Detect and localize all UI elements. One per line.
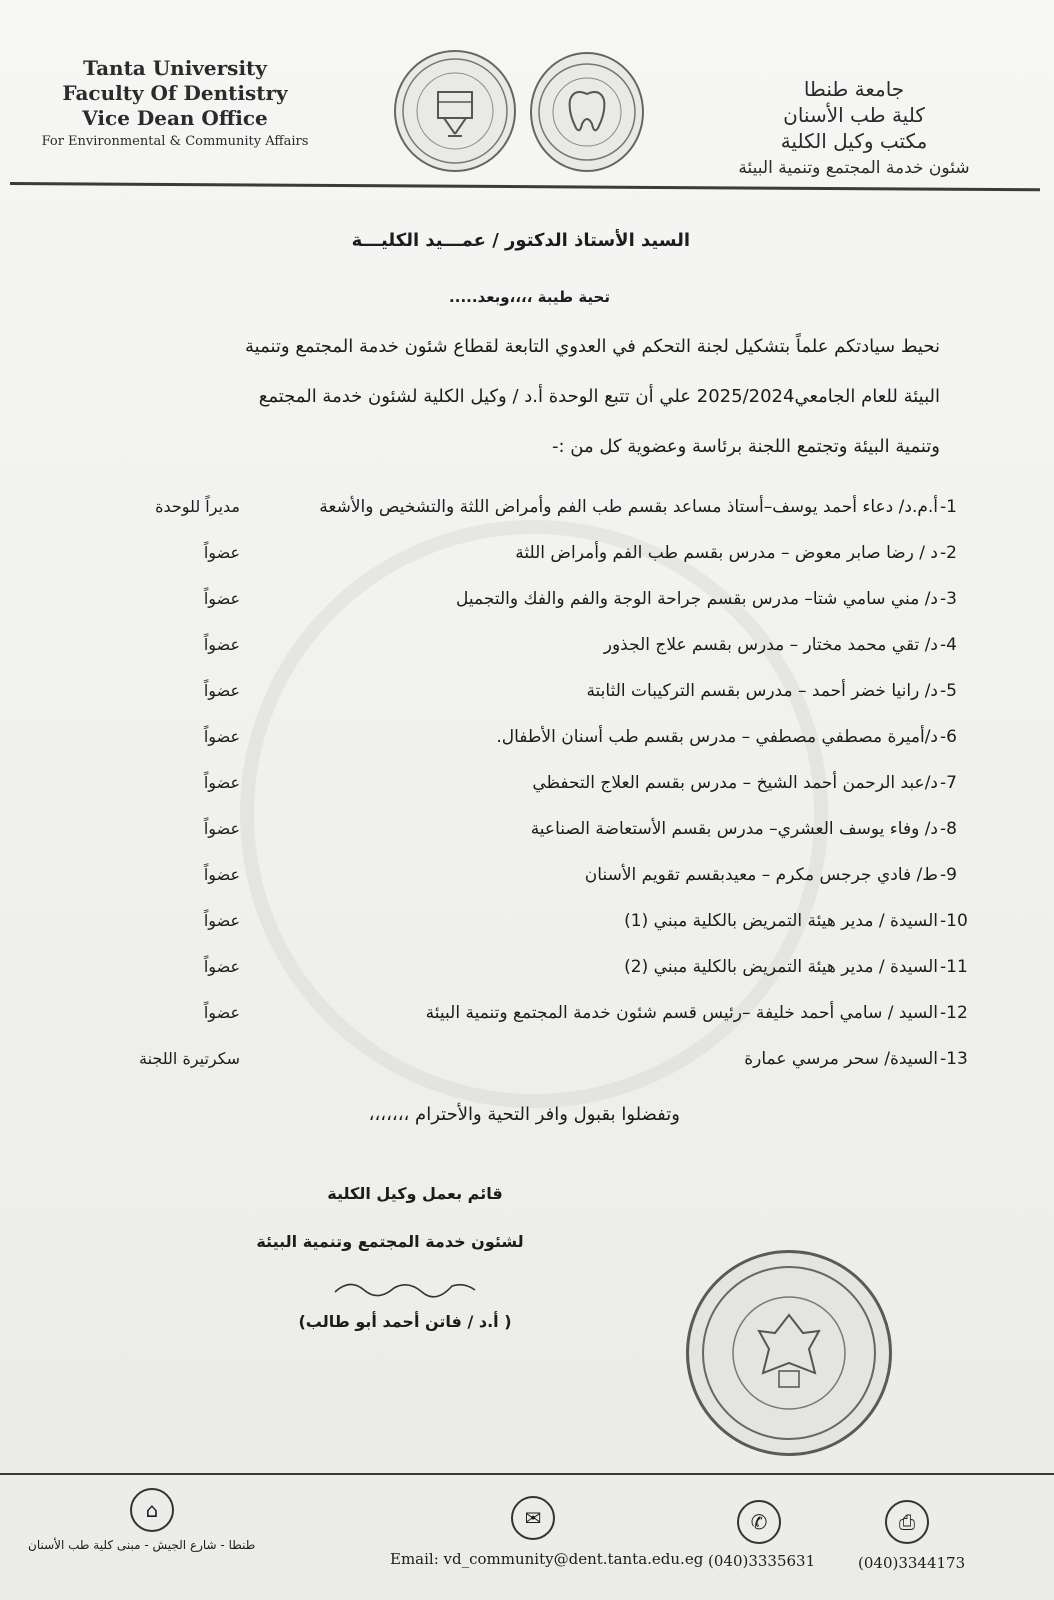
member-role: سكرتيرة اللجنة xyxy=(139,1049,240,1068)
footer-email: Email: vd_community@dent.tanta.edu.eg xyxy=(390,1550,704,1568)
office-name-ar: مكتب وكيل الكلية xyxy=(780,129,928,153)
member-role: عضواً xyxy=(203,911,240,930)
office-name-en: Vice Dean Office xyxy=(82,106,268,130)
member-row xyxy=(100,860,980,890)
member-text: ط/ فادي جرجس مكرم – معيدبقسم تقويم الأسنان xyxy=(584,865,938,885)
official-stamp xyxy=(686,1250,892,1456)
member-number: -8 xyxy=(940,819,957,839)
member-number: -2 xyxy=(940,543,957,563)
member-text: د/ رانيا خضر أحمد – مدرس بقسم التركيبات الثابتة xyxy=(586,681,938,701)
footer-address: طنطا - شارع الجيش - مبنى كلية طب الأسنان xyxy=(28,1538,256,1552)
member-role: عضواً xyxy=(203,589,240,608)
fax-icon: ⎙ xyxy=(885,1500,929,1544)
salutation: السيد الأستاذ الدكتور / عمـــيد الكليـــة xyxy=(351,230,690,251)
footer-phone: (040)3335631 xyxy=(708,1552,816,1570)
member-text: د/ وفاء يوسف العشري– مدرس بقسم الأستعاضة الصناعية xyxy=(530,819,938,839)
member-text: أ.م.د/ دعاء أحمد يوسف–أستاذ مساعد بقسم طب الفم وأمراض اللثة والتشخيص والأشعة xyxy=(319,497,938,517)
member-text: السيدة / مدير هيئة التمريض بالكلية مبني (2) xyxy=(624,957,938,977)
faculty-of-dentistry-logo xyxy=(530,52,644,172)
intro-line-1: نحيط سيادتكم علماً بتشكيل لجنة التحكم في العدوي التابعة لقطاع شئون خدمة المجتمع وتنمية xyxy=(245,336,940,357)
member-row xyxy=(100,998,980,1028)
member-row xyxy=(100,584,980,614)
member-text: د/أميرة مصطفي مصطفي – مدرس بقسم طب أسنان الأطفال. xyxy=(496,727,938,747)
member-row xyxy=(100,676,980,706)
member-row xyxy=(100,906,980,936)
intro-paragraph xyxy=(100,322,940,472)
member-text: د/ مني سامي شتا– مدرس بقسم جراحة الوجة والفم والفك والتجميل xyxy=(456,589,938,609)
member-role: عضواً xyxy=(203,865,240,884)
member-number: -4 xyxy=(940,635,957,655)
member-number: -9 xyxy=(940,865,957,885)
member-row xyxy=(100,814,980,844)
member-role: مديراً للوحدة xyxy=(155,497,240,516)
affairs-name-ar: شئون خدمة المجتمع وتنمية البيئة xyxy=(738,158,970,178)
member-role: عضواً xyxy=(203,543,240,562)
member-text: السيدة / مدير هيئة التمريض بالكلية مبني (1) xyxy=(624,911,938,931)
faculty-name-ar: كلية طب الأسنان xyxy=(783,103,925,127)
member-number: -11 xyxy=(940,957,968,977)
member-number: -5 xyxy=(940,681,957,701)
member-role: عضواً xyxy=(203,819,240,838)
member-role: عضواً xyxy=(203,727,240,746)
greeting: تحية طيبة ،،،،وبعد..... xyxy=(449,288,610,306)
member-text: د / رضا صابر معوض – مدرس بقسم طب الفم وأمراض اللثة xyxy=(515,543,938,563)
signatory-name: ( أ.د / فاتن أحمد أبو طالب) xyxy=(298,1312,512,1331)
mail-icon: ✉ xyxy=(511,1496,555,1540)
member-role: عضواً xyxy=(203,773,240,792)
header-arabic xyxy=(724,76,984,182)
member-number: -13 xyxy=(940,1049,968,1069)
member-text: السيد / سامي أحمد خليفة –رئيس قسم شئون خدمة المجتمع وتنمية البيئة xyxy=(425,1003,938,1023)
university-name-ar: جامعة طنطا xyxy=(803,77,905,101)
tanta-university-logo xyxy=(394,50,516,172)
member-text: السيدة/ سحر مرسي عمارة xyxy=(744,1049,938,1069)
member-role: عضواً xyxy=(203,1003,240,1022)
signatory-department: لشئون خدمة المجتمع وتنمية البيئة xyxy=(256,1232,524,1251)
affairs-name-en: For Environmental & Community Affairs xyxy=(41,134,309,149)
member-row xyxy=(100,768,980,798)
member-text: د/عبد الرحمن أحمد الشيخ – مدرس بقسم العلاج التحفظي xyxy=(532,773,938,793)
member-number: -1 xyxy=(940,497,957,517)
home-icon: ⌂ xyxy=(130,1488,174,1532)
member-row xyxy=(100,722,980,752)
member-row xyxy=(100,1044,980,1074)
member-row xyxy=(100,538,980,568)
member-number: -10 xyxy=(940,911,968,931)
handwritten-signature xyxy=(330,1274,480,1300)
member-role: عضواً xyxy=(203,635,240,654)
intro-line-3: وتنمية البيئة وتجتمع اللجنة برئاسة وعضوية كل من :- xyxy=(552,436,940,457)
member-number: -3 xyxy=(940,589,957,609)
phone-icon: ✆ xyxy=(737,1500,781,1544)
university-name-en: Tanta University xyxy=(83,56,267,80)
signatory-title: قائم بعمل وكيل الكلية xyxy=(327,1184,503,1203)
member-number: -12 xyxy=(940,1003,968,1023)
member-text: د/ تقي محمد مختار – مدرس بقسم علاج الجذور xyxy=(603,635,938,655)
footer-fax: (040)3344173 xyxy=(858,1554,966,1572)
faculty-name-en: Faculty Of Dentistry xyxy=(62,81,288,105)
member-row xyxy=(100,952,980,982)
header-english xyxy=(30,56,320,153)
member-number: -7 xyxy=(940,773,957,793)
member-number: -6 xyxy=(940,727,957,747)
footer-divider xyxy=(0,1473,1054,1475)
header-divider xyxy=(10,182,1040,191)
member-role: عضواً xyxy=(203,957,240,976)
closing-line: وتفضلوا بقبول وافر التحية والأحترام ،،،،،،، xyxy=(368,1104,680,1125)
member-row xyxy=(100,630,980,660)
member-row xyxy=(100,492,980,522)
member-role: عضواً xyxy=(203,681,240,700)
intro-line-2: البيئة للعام الجامعي2025/2024 علي أن تتبع الوحدة أ.د / وكيل الكلية لشئون خدمة المجتمع xyxy=(258,386,940,407)
